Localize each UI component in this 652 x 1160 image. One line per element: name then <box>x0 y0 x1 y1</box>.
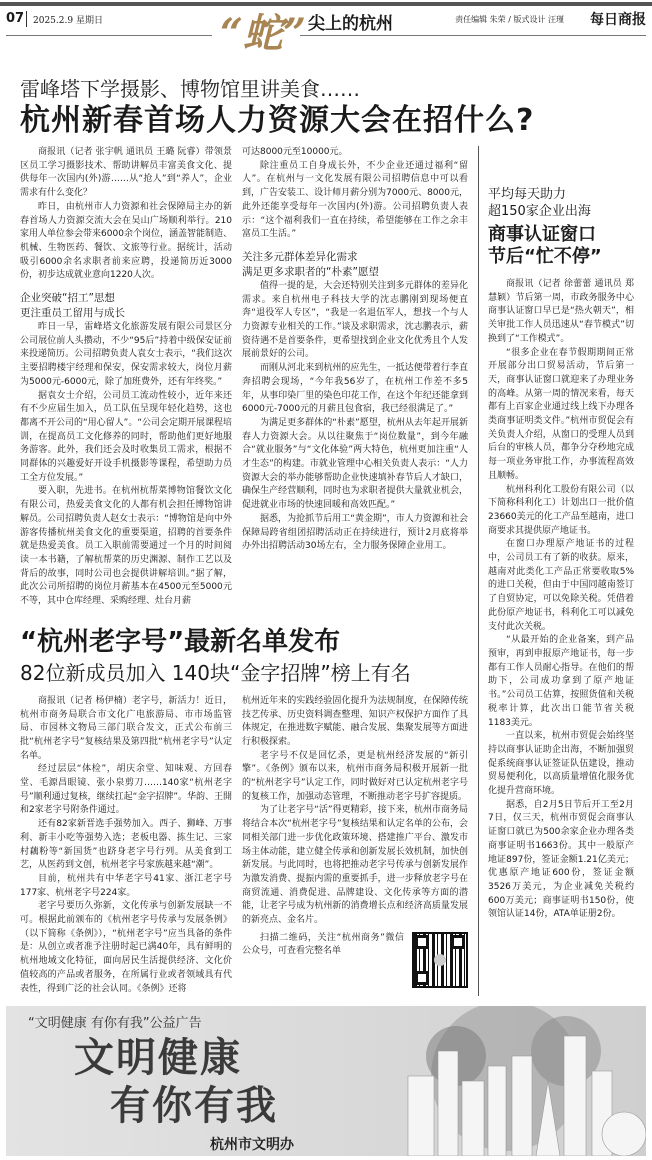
paragraph: 为满足更多群体的“朴素”愿望，杭州从去年起开展新春人力资源大会。从以往聚焦于“岗位数量”，到今年融合“就业服务”与“文化体验”两大特色，杭州更加注重“人才生态”的构建。市就业管理中心相关负责人表示：“人力资源大会的举办能够帮助企业快速填补春节后人才缺口，确保生产经营顺利，同时也为求职者提供大量就业机会，促进就业市场的快速回暖和高效匹配。” <box>242 417 468 511</box>
article-column-left <box>20 146 232 609</box>
paragraph: 据袁女士介绍，公司员工流动性较小，近年来还有不少应届生加入，员工队伍呈现年轻化趋势，这也都离不开公司的“用心留人”。“公司会定期开展课程培训，在提高员工文化修养的同时，帮助他们更好地服务游客。此外，我们还会及时收集员工需求，根据不同群体的兴趣爱好开设手机摄影等课程，希望助力员工全方位发展。” <box>20 390 232 483</box>
side-kicker <box>488 186 634 220</box>
paragraph: 可达8000元至10000元。 <box>242 147 348 157</box>
ad-sponsor: 杭州市文明办 <box>210 1137 294 1154</box>
paragraph: 昨日，由杭州市人力资源和社会保障局主办的新春首场人力资源交流大会在吴山广场顺利举行。210家用人单位参会带来6000余个岗位，涵盖智能制造、机械、生物医药、餐饮、文旅等行业。据统计，活动吸引6000余名求职者前来应聘，投递简历近3000份，初步达成就业意向1220人次。 <box>20 201 232 281</box>
article-subhead-2: 82位新成员加入 140块“金字招牌”榜上有名 <box>20 660 411 685</box>
page-number: 07 <box>6 11 25 26</box>
ad-slogan-line2: 有你有我 <box>110 1083 278 1130</box>
article2-column-right <box>242 695 468 928</box>
ad-slogan-line1: 文明健康 <box>74 1035 242 1082</box>
paragraph: 昨日一早，雷峰塔文化旅游发展有限公司景区分公司展位前人头攒动，不少“95后”持着中级保安证前来投递简历。公司招聘负责人袁女士表示，“我们这次主要招聘楼宇经理和保安，保安需求较大，岗位月薪为5000元-6000元，除了加班费外，还有年终奖。” <box>20 322 232 387</box>
paragraph: 而刚从河北来到杭州的应先生，一抵达便带着行李直奔招聘会现场，“今年我56岁了，在杭州工作差不多5年，从事印染厂里的染色印花工作，在这个年纪还能拿到6000元-7000元的月薪且包食宿，我已经很满足了。” <box>242 363 468 415</box>
subheading: 满足更多求职者的“朴素”愿望 <box>242 265 379 278</box>
qr-caption: 扫描二维码，关注“杭州商务”微信公众号，可查看完整名单 <box>242 932 404 957</box>
article2-heading <box>20 609 468 695</box>
paragraph: 老字号要历久弥新，文化传承与创新发展缺一不可。根据此前颁布的《杭州老字号传承与发展条例》（以下简称《条例》），“杭州老字号”应当具备的条件是：从创立或者准予注册时起已满40年，具有鲜明的杭州地域文化特征，面向居民生活提供经济、文化价值较高的产品或者服务，在所属行业或者领域具有代表性，得到广泛的社会认同。《条例》还将 <box>20 901 232 994</box>
paragraph: 在窗口办理原产地证书的过程中，公司员工有了新的收获。原来，越南对此类化工产品正常要收取5%的进口关税，但由于中国同越南签订了自贸协定，可以免除关税。凭借着此份原产地证书，科利化工可以减免支付此次关税。 <box>488 539 634 632</box>
subheading: 更注重员工留用与成长 <box>20 307 125 320</box>
article-headline: 杭州新春首场人力资源大会在招什么? <box>20 103 535 138</box>
side-article-body <box>488 278 634 922</box>
subheading: 企业突破“招工”思想 <box>20 292 115 305</box>
paragraph: 目前，杭州共有中华老字号41家、浙江老字号177家、杭州老字号224家。 <box>20 873 232 898</box>
article2-column-left <box>20 695 232 996</box>
section-title: 尖上的杭州 <box>308 14 393 34</box>
article-headline-2: “杭州老字号”最新名单发布 <box>20 626 341 657</box>
paragraph: 除注重员工自身成长外，不少企业还通过福利“留人”。在杭州与一文化发展有限公司招聘信息中可以看到，广告安装工、设计师月薪分别为7000元、8000元，此外还能享受每年一次国内(外)游。公司招聘负责人表示：“这个福利我们一直在持续，希望能够在工作之余丰富员工生活。” <box>242 160 468 240</box>
paragraph: 杭州科利化工股份有限公司（以下简称科利化工）计划出口一批价值23660美元的化工产品至越南，进口商要求其提供原产地证书。 <box>488 484 634 536</box>
paragraph: 值得一提的是，大会还特别关注到多元群体的差异化需求。来自杭州电子科技大学的沈志鹏刚到现场便直奔“退役军人专区”，“我是一名退伍军人，想找一个与人力资源专业相关的工作。”谈及求职需求，沈志鹏表示，薪资待遇不是首要条件，更希望找到企业文化优秀且个人发展前景好的公司。 <box>242 280 468 360</box>
ad-tag: “文明健康 有你有我”公益广告 <box>28 1016 202 1032</box>
paragraph: 经过层层“体检”，胡庆余堂、知味观、方回春堂、毛源昌眼镜、张小泉剪刀……140家“杭州老字号”顺利通过复核，继续扛起“金字招牌”。华韵、王開和2家老字号附条件通过。 <box>20 764 232 816</box>
issue-date: 2025.2.9 星期日 <box>33 16 103 26</box>
paragraph: 还有82家新晋选手强势加入。西子、狮峰、万事利、新丰小吃等强势入选；老板电器、拣生记、三家村藕粉等“新国货”也跻身老字号行列。从美食到工艺，从医药到文创，杭州老字号家族越来越“潮”。 <box>20 819 232 871</box>
kicker-line: 平均每天助力 <box>488 187 567 202</box>
subheading: 关注多元群体差异化需求 <box>242 250 358 263</box>
page-header <box>6 6 646 57</box>
public-service-ad <box>6 1006 646 1156</box>
kicker-line: 超150家企业出海 <box>488 204 591 219</box>
header-rule <box>6 35 212 36</box>
article-column-middle <box>242 146 468 609</box>
paragraph: 商报讯（记者 徐蕾蕾 通讯员 郑慧颖）节后第一周，市政务服务中心商事认证窗口早已是“热火朝天”，相关审批工作人员迅速从“春节模式”切换到了“工作模式”。 <box>488 279 634 344</box>
newspaper-name: 每日商报 <box>590 12 646 28</box>
divider <box>26 11 27 27</box>
paragraph: 为了让老字号“活”得更精彩，接下来，杭州市商务局将结合本次“杭州老字号”复核结果和认定名单的公布，会同相关部门进一步优化政策环境、搭建推广平台、激发市场主体动能，建立健全传承和创新发展长效机制，加快创新发展。与此同时，也将把推动老字号传承与创新发展作为激发消费、提振内需的重要抓手，进一步释放老字号在商贸流通、消费促进、品牌建设、文化传承等方面的潜能，让老字号成为杭州新的消费增长点和经济高质量发展的新亮点、金名片。 <box>242 805 468 926</box>
article-grid <box>0 146 652 1006</box>
qr-row <box>242 932 468 988</box>
snake-logo: “蛇” <box>220 10 307 57</box>
paragraph: 商报讯（记者 张宇帆 通讯员 王璐 阮睿）带领景区员工学习摄影技术、帮助讲解员丰富美食文化、提供每年一次国内(外)游……从“抢人”到“养人”，企业需求有什么变化？ <box>20 147 232 199</box>
qr-caption-block <box>242 932 404 959</box>
paragraph: 要入职，先进书。在杭州杭帮菜博物馆餐饮文化有限公司，热爱美食文化的人都有机会担任博物馆讲解员。公司招聘负责人赵女士表示：“博物馆是向中外游客传播杭州美食文化的重要渠道，招聘的首要条件就是热爱美食。员工入职前需要通过一个月的时间阅读一本书籍，了解杭帮菜的历史渊源、制作工艺以及背后的故事，同时公司也会提供讲解培训。”据了解，此次公司所招聘的岗位月薪基本在4500元至5000元不等，其中仓库经理、采购经理、灶台月薪 <box>20 486 232 607</box>
paragraph: 老字号不仅是回忆杀，更是杭州经济发展的“新引擎”。《条例》颁布以来，杭州市商务局积极开展新一批的“杭州老字号”认定工作，同时做好对已认定杭州老字号的复核工作，加强动态管理，不断推动老字号扩容提质。 <box>242 750 468 802</box>
paragraph: 商报讯（记者 杨伊楠）老字号，新活力！近日，杭州市商务局联合市文化广电旅游局、市市场监管局、市园林文物局三部门联合发文，正式公布前三批“杭州老字号”复核结果及第四批“杭州老字号”认定名单。 <box>20 695 232 761</box>
qr-code[interactable] <box>412 932 468 988</box>
paragraph: 据悉，自2月5日节后开工至2月7日，仅三天，杭州市贸促会商事认证窗口就已为500余家企业办理各类商事证明书1663份。其中一般原产地证897份，签证金额1.21亿美元；优惠原产地证600份，签证金额3526万美元，为企业减免关税约600万美元；商事证明书150份，使领馆认证14份，ATA单证册2份。 <box>488 799 634 920</box>
lead-headline-block <box>0 46 652 146</box>
article-kicker: 雷峰塔下学摄影、博物馆里讲美食…… <box>20 77 360 101</box>
header-rule <box>300 35 646 36</box>
article2-right-block <box>242 695 468 996</box>
headline-line: 节后“忙不停” <box>488 246 602 267</box>
paragraph: “很多企业在春节假期期间正常开展部分出口贸易活动，节后第一天，商事认证窗口就迎来了办理业务的高峰。从第一周的情况来看，每天都有上百家企业通过线上线下办理各类商事证明类文件。”杭州市贸促会有关负责人介绍，从窗口的受理人员到后台的审核人员，都争分夺秒地完成每一项业务审批工作，办事流程高效且顺畅。 <box>488 347 634 481</box>
paragraph: 据悉，为抢抓节后用工“黄金期”，市人力资源和社会保障局跨省组团招聘活动正在持续进行，预计2月底将举办外出招聘活动30场左右，全力服务保障企业用工。 <box>242 513 468 552</box>
side-article <box>478 146 634 996</box>
headline-line: 商事认证窗口 <box>488 224 596 245</box>
paragraph: 杭州近年来的实践经验固化提升为法规制度，在保障传统技艺传承、历史资料调查整理、知识产权保护方面作了具体规定，在推进数字赋能、融合发展、集聚发展等方面进行积极探索。 <box>242 695 468 747</box>
paragraph: “从最开始的企业备案，到产品预审，再到申报原产地证书，每一步都有工作人员耐心指导。在他们的帮助下，公司成功拿到了原产地证书。”公司员工估算，按照货值和关税税率计算，此次出口能节省关税1183美元。 <box>488 635 634 728</box>
editor-credit: 责任编辑 朱荣 / 版式设计 汪瑾 <box>455 15 564 24</box>
city-flower-illustration <box>336 1006 646 1156</box>
qr-logo-icon <box>434 954 446 966</box>
side-headline <box>488 224 634 268</box>
paragraph: 一直以来，杭州市贸促会始终坚持以商事认证助企出海，不断加强贸促系统商事认证签证队伍建设，推动贸易便利化，以高质量增值化服务优化提升营商环境。 <box>488 731 634 797</box>
